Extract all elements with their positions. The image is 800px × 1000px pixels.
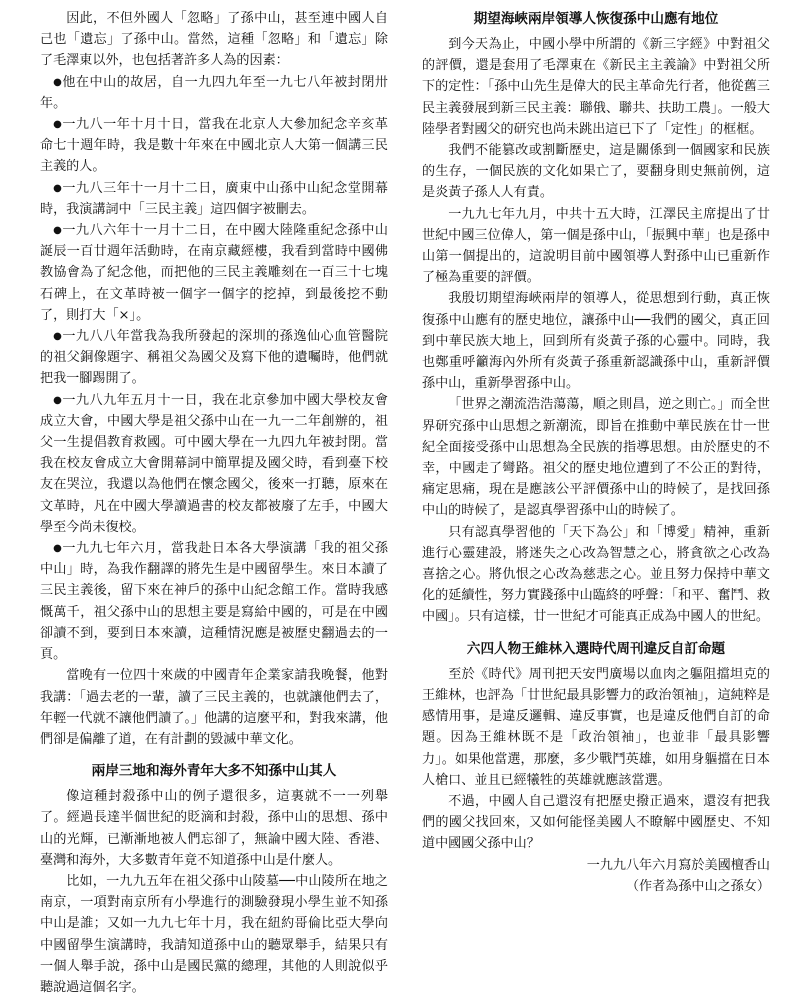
body-paragraph: 到今天為止，中國小學中所謂的《新三字經》中對祖父的評價，還是套用了毛澤東在《新民主主義論》中對祖父所下的定性：「孫中山先生是偉大的民主革命先行者，他從舊三民主義發展到新三民主義：聯俄、聯共、扶助工農」。一般大陸學者對國父的研究也尚未跳出這已下了「定性」的框框。 <box>422 37 770 137</box>
signature-date: 一九九八年六月寫於美國檀香山 <box>586 857 770 873</box>
bullet-text: 一九八八年當我為我所發起的深圳的孫逸仙心血管醫院的祖父銅像題字、稱祖父為國父及寫下他的遺囑時，他們就把我一腳踢開了。 <box>40 329 389 387</box>
bullet-dot-icon: ● <box>53 331 63 343</box>
bullet-dot-icon: ● <box>53 119 63 131</box>
bullet-dot-icon: ● <box>53 394 63 406</box>
left-column <box>40 8 388 1000</box>
bullet-dot-icon: ● <box>53 225 63 237</box>
body-paragraph: 「世界之潮流浩浩蕩蕩，順之則昌，逆之則亡。」而全世界研究孫中山思想之新潮流，即旨在推動中華民族在廿一世紀全面接受孫中山思想為全民族的指導思想。由於歷史的不幸，中國走了彎路。祖父的歷史地位遭到了不公正的對待，痛定思痛，現在是應該公平評價孫中山的時候了，是找回孫中山的時候了，是認真學習孫中山的時候了。 <box>422 397 770 519</box>
body-paragraph: 比如，一九九五年在祖父孫中山陵墓──中山陵所在地之南京，一項對南京所有小學進行的測驗發現小學生並不知孫中山是誰；又如一九九七年十月，我在紐約哥倫比亞大學向中國留學生演講時，我請知道孫中山的聽眾舉手，結果只有一個人舉手說，孫中山是國民黨的總理，其他的人則說似乎聽說過這個名字。 <box>40 873 388 995</box>
bullet-text: 一九八九年五月十一日，我在北京參加中國大學校友會成立大會，中國大學是祖父孫中山在一九一二年創辦的，祖父一生提倡教育救國。可中國大學在一九四九年被封閉。當我在校友會成立大會開幕詞中簡單提及國父時，看到臺下校友在哭泣，我還以為他們在懷念國父，後來一打聽，原來在文革時，凡在中國大學讀過書的校友都被廢了左手，中國大學至今尚未復校。 <box>40 392 389 535</box>
body-paragraph: 一九九七年九月，中共十五大時，江澤民主席提出了廿世紀中國三位偉人，第一個是孫中山，「振興中華」也是孫中山第一個提出的，這說明目前中國領導人對孫中山已重新作了極為重要的評價。 <box>422 206 770 286</box>
section-heading: 期望海峽兩岸領導人恢復孫中山應有地位 <box>473 11 719 27</box>
body-paragraph: 我們不能篡改或割斷歷史，這是關係到一個國家和民族的生存，一個民族的文化如果亡了，要翻身則史無前例，這是炎黃子孫人人有責。 <box>422 143 770 201</box>
bullet-text: 一九八一年十月十日，當我在北京人大參加紀念辛亥革命七十週年時，我是數十年來在中國北京人大第一個講三民主義的人。 <box>40 117 389 175</box>
signature-author: （作者為孫中山之孫女） <box>625 878 770 894</box>
body-paragraph: 我殷切期望海峽兩岸的領導人，從思想到行動，真正恢復孫中山應有的歷史地位，讓孫中山──我們的國父，真正回到中華民族大地上，回到所有炎黃子孫的心靈中。同時，我也鄭重呼籲海內外所有炎黃子孫重新認識孫中山，重新評價孫中山，重新學習孫中山。 <box>422 291 770 392</box>
bullet-text: 他在中山的故居，自一九四九年至一九七八年被封閉卅年。 <box>40 74 389 111</box>
bullet-item <box>40 220 388 326</box>
intro-paragraph: 因此，不但外國人「忽略」了孫中山，甚至連中國人自己也「遺忘」了孫中山。當然，這種「忽略」和「遺忘」除了毛澤東以外，也包括著許多人為的因素： <box>40 11 388 69</box>
bullet-dot-icon: ● <box>53 182 63 194</box>
bullet-item <box>40 114 388 178</box>
section-heading: 六四人物王維林入選時代周刊違反自訂命題 <box>466 640 726 657</box>
body-paragraph: 不過，中國人自己還沒有把歷史撥正過來，還沒有把我們的國父找回來，又如何能怪美國人不瞭解中國歷史、不知道中國國父孫中山？ <box>422 793 770 852</box>
bullet-item <box>40 178 388 220</box>
body-paragraph: 當晚有一位四十來歲的中國青年企業家請我晚餐，他對我講：「過去老的一輩，讀了三民主義的，也就讓他們去了，年輕一代就不讓他們讀了。」他講的這麼平和，對我來講，他們卻是偏離了道，在有計劃的毀滅中華文化。 <box>40 668 388 747</box>
body-paragraph: 像這種封殺孫中山的例子還很多，這裏就不一一列舉了。經過長達半個世紀的貶滴和封殺，孫中山的思想、孫中山的光輝，已漸漸地被人們忘卻了，無論中國大陸、香港、臺灣和海外，大多數青年竟不知道孫中山是什麼人。 <box>40 789 388 868</box>
bullet-dot-icon: ● <box>53 76 63 88</box>
bullet-item <box>40 390 388 538</box>
bullet-text: 一九八三年十一月十二日，廣東中山孫中山紀念堂開幕時，我演講詞中「三民主義」這四個字被刪去。 <box>40 180 389 217</box>
bullet-text: 一九八六年十一月十二日，在中國大陸隆重紀念孫中山誕辰一百廿週年活動時，在南京藏經樓，我看到當時中國佛教協會為了紀念他，而把他的三民主義雕刻在一百三十七塊石碑上，在文革時被一個字一個字的挖掉，到最後挖不動了，則打大「×」。 <box>40 223 389 323</box>
bullet-item <box>40 538 388 665</box>
bullet-dot-icon: ● <box>53 543 63 555</box>
section-heading: 兩岸三地和海外青年大多不知孫中山其人 <box>91 763 337 780</box>
bullet-item <box>40 72 388 114</box>
bullet-item <box>40 326 388 390</box>
bullet-text: 一九九七年六月，當我赴日本各大學演講「我的祖父孫中山」時，為我作翻譯的將先生是中國留學生。來日本讀了三民主義後，留下來在神戶的孫中山紀念館工作。當時我感慨萬千，祖父孫中山的思想主要是寫給中國的，可是在中國卻讀不到，要到日本來讀，這種情況應是被歷史翻過去的一頁。 <box>40 541 389 663</box>
body-paragraph: 只有認真學習他的「天下為公」和「博愛」精神，重新進行心靈建設，將迷失之心改為智慧之心，將貪欲之心改為喜捨之心。將仇恨之心改為慈悲之心。並且努力保持中華文化的延續性，努力實踐孫中山臨終的呼聲：「和平、奮鬥、救中國」。只有這樣，廿一世紀才可能真正成為中國人的世紀。 <box>422 524 770 625</box>
body-paragraph: 至於《時代》周刊把天安門廣場以血肉之軀阻擋坦克的王維林，也評為「廿世紀最具影響力的政治領袖」，這純粹是感情用事，是違反邏輯、違反事實，也是違反他們自訂的命題。因為王維林既不是「政治領袖」，也並非「最具影響力」。如果他當選，那麼，多少戰鬥英雄，如用身軀擋在日本人槍口、並且已經犧牲的英雄就應該當選。 <box>422 666 770 788</box>
right-column <box>422 8 770 1000</box>
